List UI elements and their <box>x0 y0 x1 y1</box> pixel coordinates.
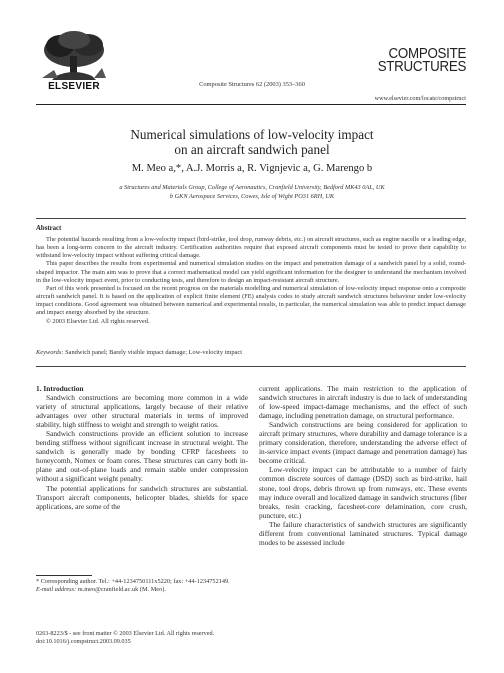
email-line <box>36 586 248 594</box>
journal-title-line1: COMPOSITE <box>388 46 466 62</box>
abstract-paragraph: Part of this work presented is focused on the recent progress on the materials modelling and numerical simulation of low-velocity impact response onto a composite aircraft sandwich panel. It is based on the application of explicit finite element (FE) analysis codes to study aircraft sandwich structures behaviour under low-velocity impact conditions. Good agreement was obtained between numerical and experimental results, in particular, the numerical simulation was able to predict impact damage and impact energy absorbed by the structure. <box>36 284 466 317</box>
keywords-line <box>36 349 242 356</box>
journal-title-line2: STRUCTURES <box>377 59 466 75</box>
section-heading: 1. Introduction <box>36 384 84 393</box>
body-paragraph: The potential applications for sandwich structures are substantial. Transport aircraft components, helicopter blades, shields for space applications, are some of the <box>36 483 248 511</box>
abstract-bottom-rule <box>36 366 466 367</box>
email-link[interactable]: m.meo@cranfield.ac.uk (M. Meo). <box>77 586 166 593</box>
publisher-name: ELSEVIER <box>48 81 100 92</box>
publisher-logo <box>36 30 112 92</box>
journal-website-link[interactable]: www.elsevier.com/locate/compstruct <box>374 95 466 102</box>
imprint-line: 0263-8223/$ - see front matter © 2003 Elsevier Ltd. All rights reserved. <box>36 630 215 637</box>
abstract-paragraph: The potential hazards resulting from a low-velocity impact (bird-strike, tool drop, runway debris, etc.) on aircraft structures, such as engine nacelle or a leading edge, has been a long-term concern to the aircraft industry. Certification authorities require that exposed aircraft components must be tested to prove their capability to withstand low-velocity impact without suffering critical damage. <box>36 236 466 260</box>
journal-title <box>378 48 466 74</box>
keywords-text: Sandwich panel; Barely visible impact damage; Low-velocity impact <box>65 349 243 356</box>
right-column <box>259 384 467 547</box>
authors-text: M. Meo a,*, A.J. Morris a, R. Vignjevic a, G. Marengo b <box>131 163 373 174</box>
footnote <box>36 578 248 594</box>
body-paragraph: Sandwich constructions provide an efficient solution to increase bending stiffness without significant increase in structural weight. The sandwich is generally made by bonding CFRP facesheets to honeycomb, Nomex or foam cores. These structures can carry both in-plane and out-of-plane loads and remain stable under compression without a significant weight penalty. <box>36 429 248 484</box>
body-paragraph: current applications. The main restriction to the application of sandwich structures in aircraft industry is due to lack of understanding of low-speed impact-damage mechanisms, and the effect of such damage, including penetration damage, on structural performance. <box>259 384 467 421</box>
footnote-rule <box>36 575 92 576</box>
journal-reference: Composite Structures 62 (2003) 353–360 <box>199 81 305 88</box>
elsevier-tree-icon <box>36 30 112 82</box>
abstract-paragraph: This paper describes the results from experimental and numerical simulation studies on the impact and penetration damage of a sandwich panel by a solid, round-shaped impactor. The main aim was to prove that a correct mathematical model can yield significant information for the designer to understand the mechanism involved in the low-velocity impact event, prior to conducting tests, and therefore to design an impact-resistant aircraft structure. <box>36 260 466 284</box>
body-paragraph: Sandwich constructions are becoming more common in a wide variety of structural applications, largely because of their relative advantages over other structural materials in terms of improved stability, high stiffness to weight and strength to weight ratios. <box>36 393 248 430</box>
article-title <box>60 127 444 157</box>
body-paragraph: Sandwich constructions are being considered for application to aircraft primary structures, where durability and damage tolerance is a primary consideration, therefore, understanding the adverse effect of in-service impact events (impact damage and penetration damage) has become critical. <box>259 420 467 466</box>
left-column <box>36 384 248 511</box>
title-line2: on an aircraft sandwich panel <box>174 142 330 157</box>
abstract-top-rule <box>36 218 466 219</box>
affiliation-b: b GKN Aerospace Services, Cowes, Isle of Wight PO31 6RH, UK <box>169 193 335 200</box>
copyright-line: © 2003 Elsevier Ltd. All rights reserved. <box>46 317 150 325</box>
body-paragraph: Low-velocity impact can be attributable to a number of fairly common discrete sources of damage (DSD) such as bird-strike, hail stone, tool drops, debris thrown up from runways, etc. These events may induce overall and localized damage in sandwich structures (fiber breaks, resin cracking, facesheet-core delamination, core crush, puncture, etc.) <box>259 465 467 520</box>
body-paragraph: The failure characteristics of sandwich structures are significantly different from conventional laminated structures. Typical damage modes to be assessed include <box>259 519 467 547</box>
email-label: E-mail address: <box>36 586 77 593</box>
abstract-body <box>36 236 466 326</box>
doi-link[interactable]: doi:10.1016/j.compstruct.2003.09.035 <box>36 638 131 646</box>
keywords-label: Keywords: <box>36 349 64 356</box>
imprint <box>36 630 266 647</box>
abstract-heading: Abstract <box>36 225 62 232</box>
author-list <box>60 163 444 174</box>
header-rule <box>36 104 466 105</box>
title-line1: Numerical simulations of low-velocity impact <box>130 127 374 142</box>
affiliation-a: a Structures and Materials Group, College of Aeronautics, Cranfield University, Bedford MK43 0AL, UK <box>119 184 385 191</box>
corresponding-author-note: * Corresponding author. Tel.: +44-1234750111x5220; fax: +44-1234752149. <box>36 578 230 585</box>
